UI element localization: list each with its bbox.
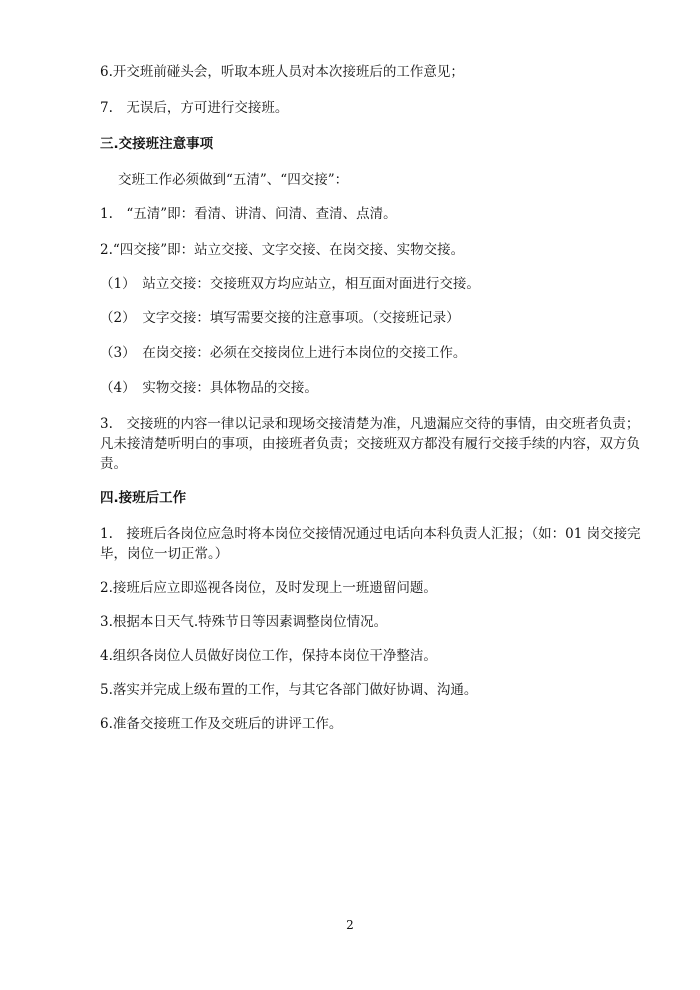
section-intro: 交班工作必须做到“五清”、“四交接”： xyxy=(118,172,349,188)
list-item-1: 1. “五清”即：看清、讲清、问清、查清、点清。 xyxy=(100,206,397,222)
section-heading-4: 四.接班后工作 xyxy=(100,490,187,506)
list-item-7: 7. 无误后，方可进行交接班。 xyxy=(100,100,289,116)
sub-item-3: （3） 在岗交接：必须在交接岗位上进行本岗位的交接工作。 xyxy=(100,345,467,361)
list-item-3-line-1: 3. 交接班的内容一律以记录和现场交接清楚为准，凡遗漏应交待的事情，由交班者负责； xyxy=(100,416,640,432)
page-number: 2 xyxy=(346,918,354,932)
list-item-6: 6.开交班前碰头会，听取本班人员对本次接班后的工作意见； xyxy=(100,64,464,80)
list-item-3-line-3: 责。 xyxy=(100,456,127,472)
list-item-3-line-2: 凡未接清楚听明白的事项，由接班者负责；交接班双方都没有履行交接手续的内容，双方负 xyxy=(100,436,640,452)
post-item-6: 6.准备交接班工作及交班后的讲评工作。 xyxy=(100,716,343,732)
sub-item-4: （4） 实物交接：具体物品的交接。 xyxy=(100,380,318,396)
section-heading-3: 三.交接班注意事项 xyxy=(100,136,214,152)
post-item-1-line-1: 1. 接班后各岗位应急时将本岗位交接情况通过电话向本科负责人汇报；（如：01 岗交接完 xyxy=(100,526,641,542)
post-item-1-line-2: 毕，岗位一切正常。） xyxy=(100,546,229,562)
sub-item-1: （1） 站立交接：交接班双方均应站立，相互面对面进行交接。 xyxy=(100,276,480,292)
list-item-2: 2.“四交接”即：站立交接、文字交接、在岗交接、实物交接。 xyxy=(100,242,465,258)
sub-item-2: （2） 文字交接：填写需要交接的注意事项。（交接班记录） xyxy=(100,310,460,326)
post-item-2: 2.接班后应立即巡视各岗位，及时发现上一班遗留问题。 xyxy=(100,580,437,596)
post-item-4: 4.组织各岗位人员做好岗位工作，保持本岗位干净整洁。 xyxy=(100,648,437,664)
post-item-5: 5.落实并完成上级布置的工作，与其它各部门做好协调、沟通。 xyxy=(100,682,478,698)
post-item-3: 3.根据本日天气.特殊节日等因素调整岗位情况。 xyxy=(100,614,388,630)
